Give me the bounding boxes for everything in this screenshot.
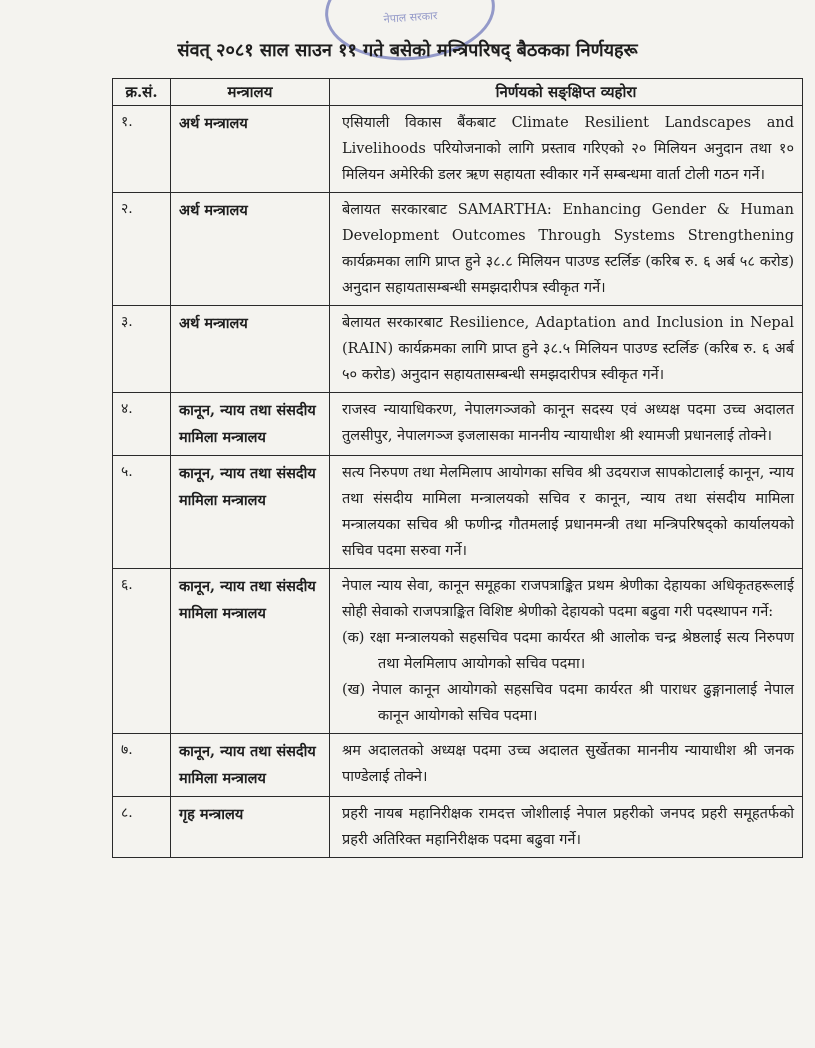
decisions-table [112,78,803,858]
table-row [113,569,803,734]
table-row [113,393,803,456]
row-ministry: अर्थ मन्त्रालय [171,306,330,393]
row-summary-subitem: (ख) नेपाल कानून आयोगको सहसचिव पदमा कार्यरत श्री पाराधर ढुङ्गानालाई नेपाल कानून आयोगको सचिव पदमा। [342,682,794,724]
table-header-row [113,79,803,106]
header-summary: निर्णयको सङ्क्षिप्त व्यहोरा [330,79,803,106]
row-ministry: अर्थ मन्त्रालय [171,193,330,306]
row-summary: बेलायत सरकारबाट Resilience, Adaptation and Inclusion in Nepal (RAIN) कार्यक्रमका लागि प्राप्त हुने ३८.५ मिलियन पाउण्ड स्टर्लिङ (करिब रु. ६ अर्ब ५० करोड) अनुदान सहायतासम्बन्धी समझदारीपत्र स्वीकृत गर्ने। [330,306,803,393]
row-ministry: कानून, न्याय तथा संसदीय मामिला मन्त्रालय [171,734,330,797]
table-row [113,193,803,306]
row-summary: राजस्व न्यायाधिकरण, नेपालगञ्जको कानून सदस्य एवं अध्यक्ष पदमा उच्च अदालत तुलसीपुर, नेपालगञ्ज इजलासका माननीय न्यायाधीश श्री श्यामजी प्रधानलाई तोक्ने। [330,393,803,456]
row-summary: प्रहरी नायब महानिरीक्षक रामदत्त जोशीलाई नेपाल प्रहरीको जनपद प्रहरी समूहतर्फको प्रहरी अतिरिक्त महानिरीक्षक पदमा बढुवा गर्ने। [330,797,803,858]
table-row [113,106,803,193]
row-summary: एसियाली विकास बैंकबाट Climate Resilient Landscapes and Livelihoods परियोजनाको लागि प्रस्ताव गरिएको २० मिलियन अनुदान तथा १० मिलियन अमेरिकी डलर ऋण सहायता स्वीकार गर्ने सम्बन्धमा वार्ता टोली गठन गर्ने। [330,106,803,193]
table-row [113,306,803,393]
row-serial: ६. [113,569,171,734]
row-ministry: कानून, न्याय तथा संसदीय मामिला मन्त्रालय [171,569,330,734]
table-row [113,734,803,797]
row-ministry: कानून, न्याय तथा संसदीय मामिला मन्त्रालय [171,393,330,456]
row-serial: ४. [113,393,171,456]
row-serial: ७. [113,734,171,797]
row-serial: ३. [113,306,171,393]
table-row [113,456,803,569]
row-serial: १. [113,106,171,193]
page-title: संवत् २०८१ साल साउन ११ गते बसेको मन्त्रिपरिषद् बैठकका निर्णयहरू [177,40,638,61]
row-serial: ८. [113,797,171,858]
table-row [113,797,803,858]
row-summary: बेलायत सरकारबाट SAMARTHA: Enhancing Gender & Human Development Outcomes Through Systems Strengthening कार्यक्रमका लागि प्राप्त हुने ३८.८ मिलियन पाउण्ड स्टर्लिङ (करिब रु. ६ अर्ब ५८ करोड) अनुदान सहायतासम्बन्धी समझदारीपत्र स्वीकृत गर्ने। [330,193,803,306]
row-ministry: अर्थ मन्त्रालय [171,106,330,193]
row-ministry: गृह मन्त्रालय [171,797,330,858]
header-serial: क्र.सं. [113,79,171,106]
row-summary: श्रम अदालतको अध्यक्ष पदमा उच्च अदालत सुर्खेतका माननीय न्यायाधीश श्री जनक पाण्डेलाई तोक्ने। [330,734,803,797]
row-ministry: कानून, न्याय तथा संसदीय मामिला मन्त्रालय [171,456,330,569]
header-ministry: मन्त्रालय [171,79,330,106]
row-summary-subitem: (क) रक्षा मन्त्रालयको सहसचिव पदमा कार्यरत श्री आलोक चन्द्र श्रेष्ठलाई सत्य निरुपण तथा मेलमिलाप आयोगको सचिव पदमा। [342,630,794,672]
stamp-text: नेपाल सरकार [383,9,438,26]
row-summary-intro: नेपाल न्याय सेवा, कानून समूहका राजपत्राङ्कित प्रथम श्रेणीका देहायका अधिकृतहरूलाई सोही सेवाको राजपत्राङ्कित विशिष्ट श्रेणीको देहायको पदमा बढुवा गरी पदस्थापन गर्ने: [342,578,794,620]
row-summary: सत्य निरुपण तथा मेलमिलाप आयोगका सचिव श्री उदयराज सापकोटालाई कानून, न्याय तथा संसदीय मामिला मन्त्रालयको सचिव र कानून, न्याय तथा संसदीय मामिला मन्त्रालयका सचिव श्री फणीन्द्र गौतमलाई प्रधानमन्त्री तथा मन्त्रिपरिषद्को कार्यालयको सचिव पदमा सरुवा गर्ने। [330,456,803,569]
row-summary [330,569,803,734]
row-serial: ५. [113,456,171,569]
row-serial: २. [113,193,171,306]
